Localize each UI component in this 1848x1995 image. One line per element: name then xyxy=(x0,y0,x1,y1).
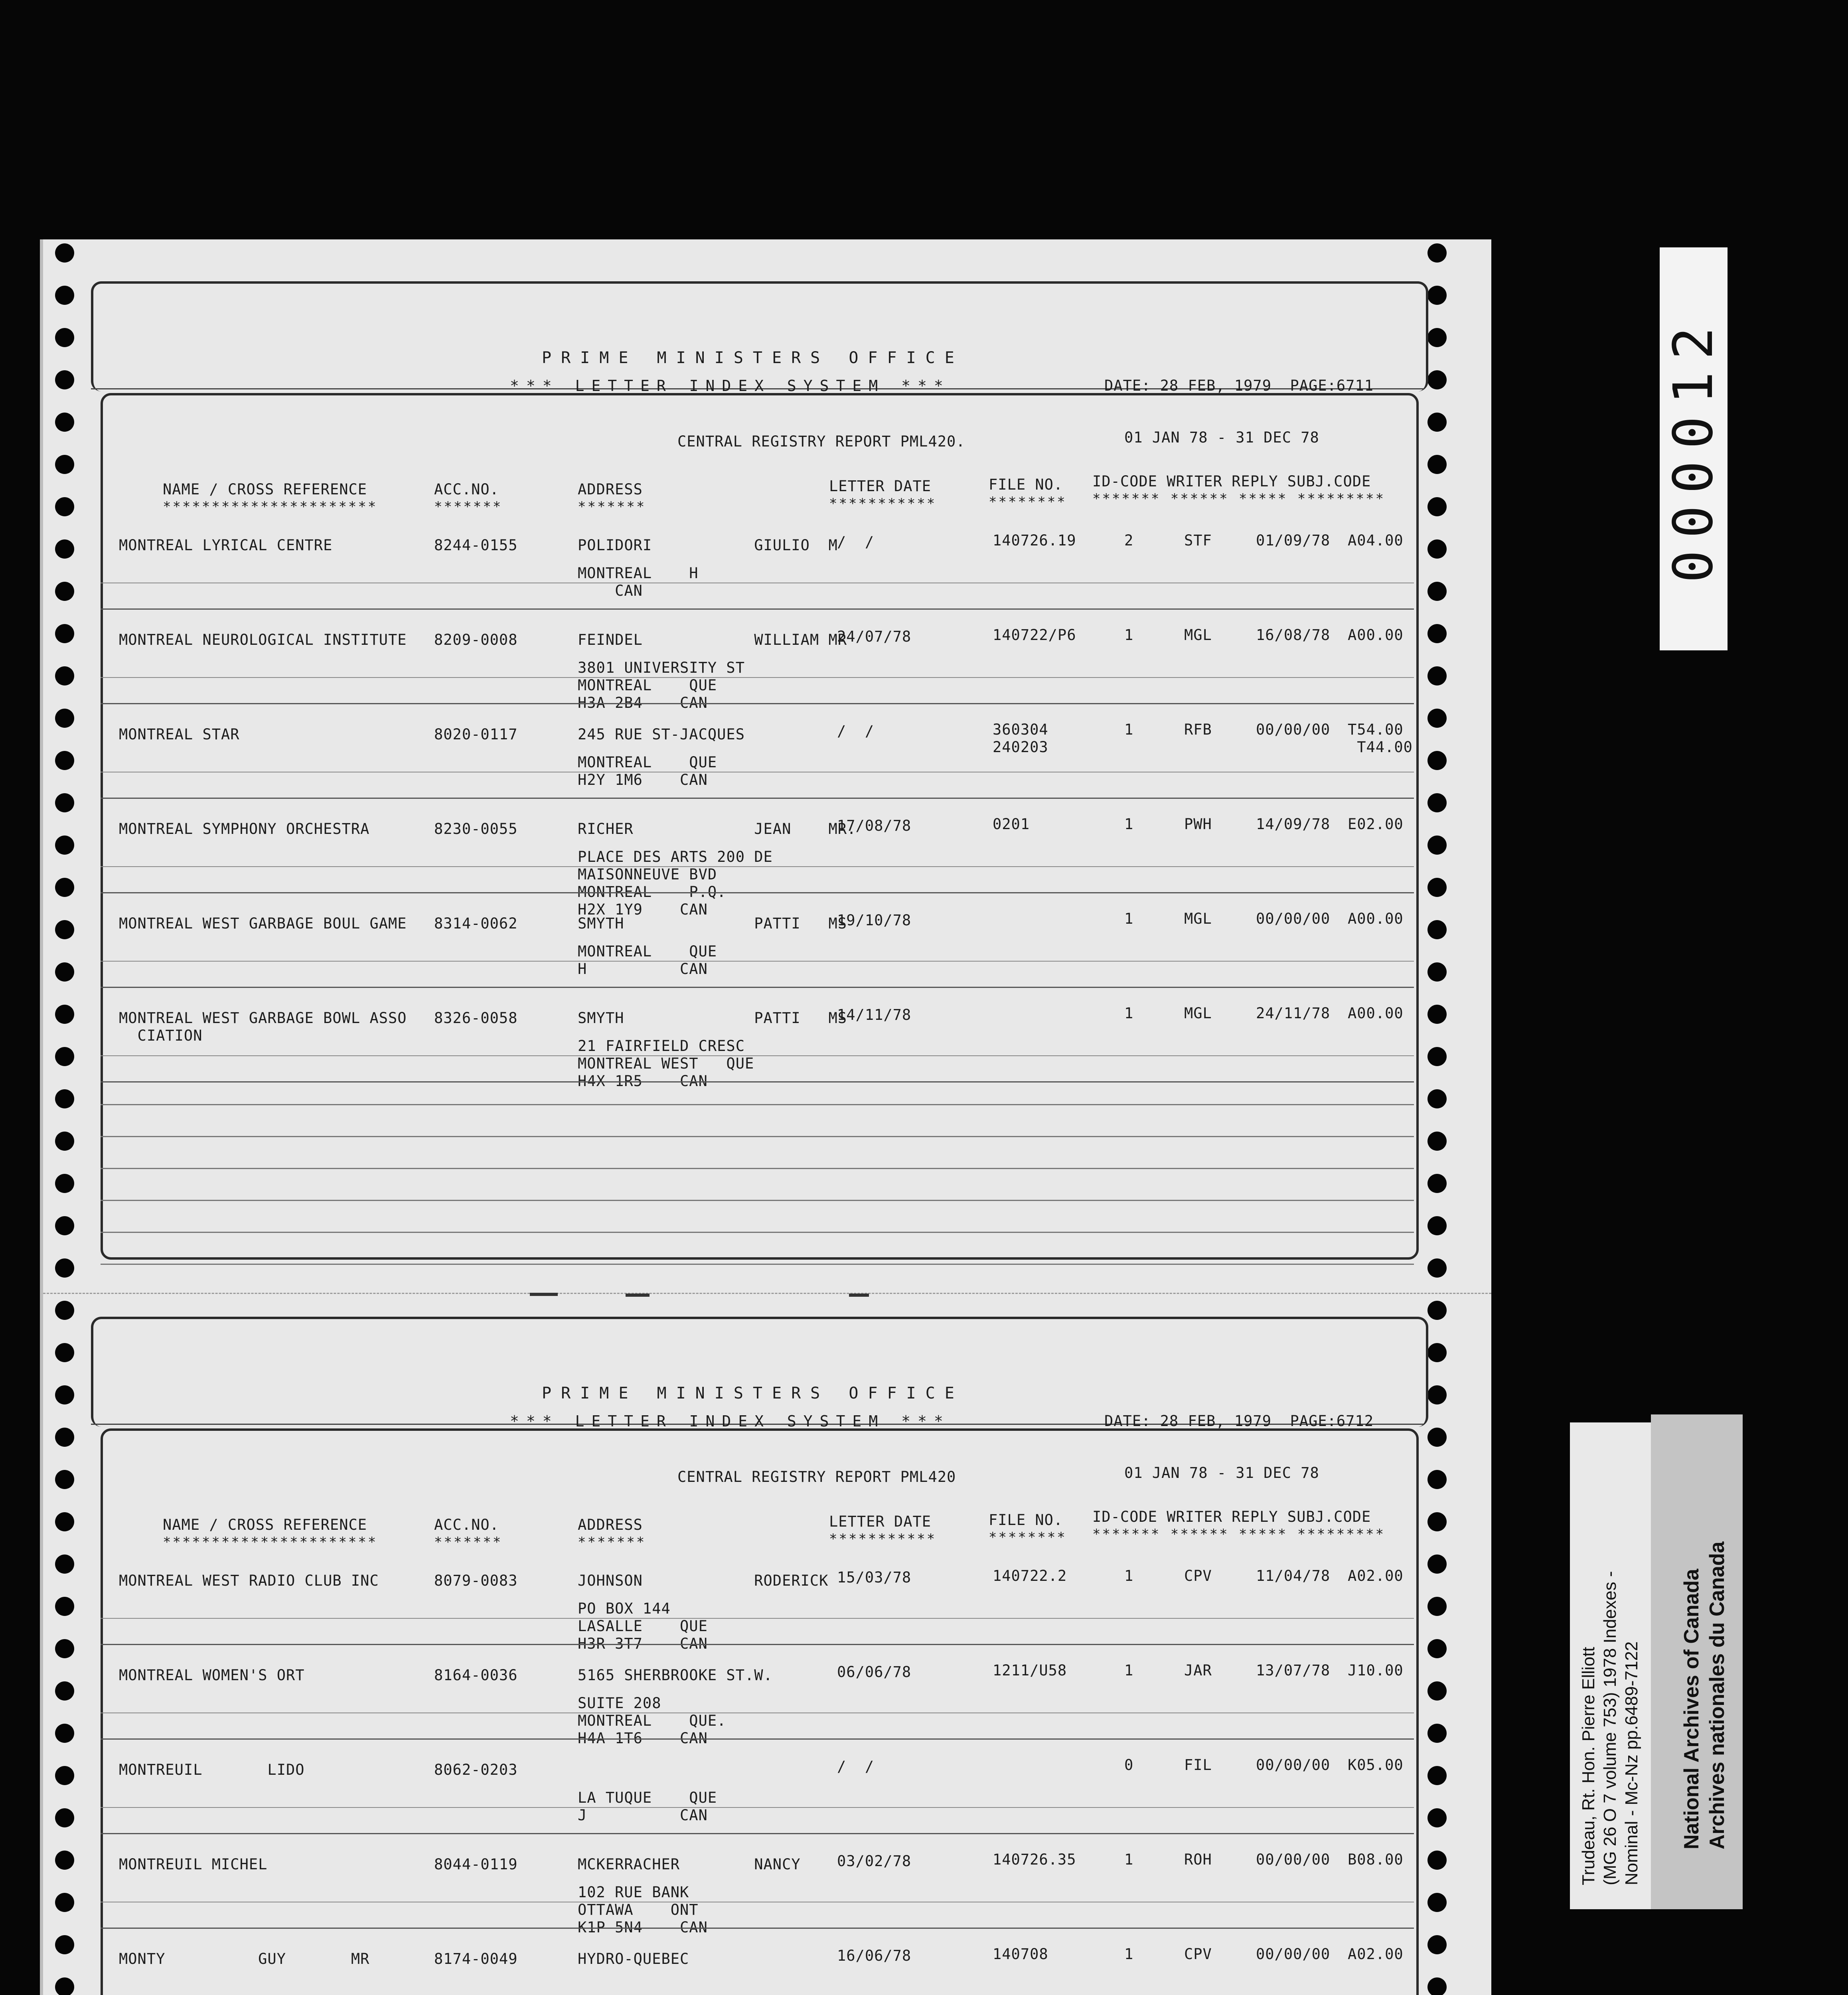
col-file-no-rule: ******** xyxy=(989,494,1067,510)
tractor-hole xyxy=(1427,793,1447,812)
entry-address-lines xyxy=(578,1978,801,1995)
tractor-hole xyxy=(1427,1555,1447,1574)
tractor-hole xyxy=(1427,497,1447,516)
entry-address: RICHER JEAN MR. xyxy=(578,820,857,838)
entry-letter-date: 06/06/78 xyxy=(837,1663,912,1681)
entry-writer: MGL xyxy=(1184,1005,1212,1022)
report-name: CENTRAL REGISTRY REPORT PML420. xyxy=(677,433,965,450)
tractor-hole xyxy=(1427,1808,1447,1827)
ruled-line xyxy=(101,961,1414,962)
entry-subj-code: A02.00 xyxy=(1348,1567,1404,1584)
tractor-hole xyxy=(55,1977,74,1995)
tractor-hole xyxy=(1427,836,1447,855)
entry-subj-code: A00.00 xyxy=(1348,910,1404,927)
tractor-hole xyxy=(1427,1935,1447,1954)
tractor-hole xyxy=(1427,962,1447,982)
tractor-hole xyxy=(55,1174,74,1193)
perforation-line xyxy=(43,1293,1491,1294)
entry-letter-date: / / xyxy=(837,723,875,740)
entry-id-code: 1 xyxy=(1124,1946,1134,1963)
ruled-line xyxy=(101,1168,1414,1169)
tractor-hole xyxy=(1427,243,1447,263)
tractor-hole xyxy=(1427,1639,1447,1658)
archives-text xyxy=(1679,1541,1730,1849)
entry-id-code: 0 xyxy=(1124,1756,1134,1774)
report-period: 01 JAN 78 - 31 DEC 78 xyxy=(1124,1464,1319,1481)
report-date-page: DATE: 28 FEB, 1979 PAGE:6712 xyxy=(1104,1412,1374,1430)
entry-name: MONTREAL LYRICAL CENTRE xyxy=(119,537,333,554)
entry-address: 5165 SHERBROOKE ST.W. xyxy=(578,1667,773,1684)
ruled-line xyxy=(101,1232,1414,1233)
tractor-hole xyxy=(1427,1766,1447,1785)
entry-id-code: 1 xyxy=(1124,626,1134,644)
tear-mark xyxy=(530,1293,558,1296)
entry-id-code: 1 xyxy=(1124,1851,1134,1868)
tractor-hole xyxy=(55,962,74,982)
entry-file-no: 140726.35 xyxy=(993,1851,1076,1868)
entry-letter-date: 03/02/78 xyxy=(837,1853,912,1870)
ruled-line xyxy=(101,866,1414,867)
printout-paper xyxy=(40,239,1491,1995)
entry-acc-no: 8020-0117 xyxy=(434,726,518,743)
entry-reply: 24/11/78 xyxy=(1256,1005,1331,1022)
entry-reply: 01/09/78 xyxy=(1256,532,1331,549)
report-date-page: DATE: 28 FEB, 1979 PAGE:6711 xyxy=(1104,377,1374,394)
tractor-hole xyxy=(55,1724,74,1743)
tractor-hole xyxy=(55,1132,74,1151)
tractor-hole xyxy=(55,1512,74,1531)
tractor-hole xyxy=(55,1851,74,1870)
entry-acc-no: 8174-0049 xyxy=(434,1950,518,1967)
ruled-line xyxy=(101,1104,1414,1105)
entry-reply: 14/09/78 xyxy=(1256,816,1331,833)
ruled-line xyxy=(101,1644,1414,1645)
entry-writer: MGL xyxy=(1184,626,1212,644)
system-title: *** LETTER INDEX SYSTEM *** xyxy=(510,377,950,395)
tractor-hole xyxy=(1427,1216,1447,1235)
office-title: PRIME MINISTERS OFFICE xyxy=(542,1384,964,1402)
tractor-hole xyxy=(1427,1301,1447,1320)
ruled-line xyxy=(101,1928,1414,1929)
entry-acc-no: 8062-0203 xyxy=(434,1761,518,1778)
tractor-hole xyxy=(55,497,74,516)
ruled-line xyxy=(101,1833,1414,1834)
col-name: NAME / CROSS REFERENCE xyxy=(163,481,367,498)
entry-acc-no: 8326-0058 xyxy=(434,1009,518,1027)
entry-reply: 00/00/00 xyxy=(1256,721,1331,738)
ruled-line xyxy=(101,1738,1414,1740)
entry-file-no: 140726.19 xyxy=(993,532,1076,549)
tractor-hole xyxy=(55,1935,74,1954)
tractor-hole xyxy=(55,539,74,559)
ruled-line xyxy=(101,892,1414,893)
tractor-holes-left xyxy=(55,239,79,1995)
reference-line: Trudeau, Rt. Hon. Pierre Elliott xyxy=(1579,1647,1598,1885)
entry-name: MONTREAL WEST RADIO CLUB INC xyxy=(119,1572,379,1589)
entry-subj-code: A04.00 xyxy=(1348,532,1404,549)
tractor-hole xyxy=(1427,751,1447,770)
tractor-hole xyxy=(1427,1385,1447,1404)
entry-address: SMYTH PATTI MS xyxy=(578,1009,847,1027)
tractor-hole xyxy=(1427,666,1447,685)
entry-id-code: 1 xyxy=(1124,721,1134,738)
report-page-2 xyxy=(91,1317,1424,1995)
report-period: 01 JAN 78 - 31 DEC 78 xyxy=(1124,429,1319,446)
tractor-hole xyxy=(55,1555,74,1574)
tear-mark xyxy=(626,1294,650,1297)
tractor-hole xyxy=(55,1385,74,1404)
archives-name-fr: Archives nationales du Canada xyxy=(1706,1541,1729,1849)
entry-letter-date: 24/07/78 xyxy=(837,628,912,645)
report-page-1 xyxy=(91,281,1424,1267)
col-letter-date: LETTER DATE xyxy=(829,1513,932,1530)
archives-name-en: National Archives of Canada xyxy=(1680,1568,1703,1849)
ruled-line xyxy=(101,1200,1414,1201)
entry-acc-no: 8044-0119 xyxy=(434,1856,518,1873)
col-codes: ID-CODE WRITER REPLY SUBJ.CODE xyxy=(1092,473,1371,490)
col-letter-date: LETTER DATE xyxy=(829,478,932,495)
reference-line: Nominal - Mc-Nz pp.6489-7122 xyxy=(1622,1641,1641,1885)
tractor-hole xyxy=(1427,1258,1447,1278)
entry-writer: CPV xyxy=(1184,1567,1212,1584)
entry-address: 245 RUE ST-JACQUES xyxy=(578,726,745,743)
entry-file-no: 140722/P6 xyxy=(993,626,1076,644)
tractor-hole xyxy=(1427,624,1447,643)
tractor-hole xyxy=(55,920,74,939)
ruled-line xyxy=(101,608,1414,610)
ruled-line xyxy=(101,1264,1414,1265)
entry-id-code: 2 xyxy=(1124,532,1134,549)
office-title: PRIME MINISTERS OFFICE xyxy=(542,349,964,367)
col-acc: ACC.NO. xyxy=(434,481,499,498)
col-name-rule: ********************** xyxy=(163,499,378,515)
tractor-hole xyxy=(55,1428,74,1447)
entry-acc-no: 8079-0083 xyxy=(434,1572,518,1589)
entry-reply: 00/00/00 xyxy=(1256,910,1331,927)
entry-reply: 00/00/00 xyxy=(1256,1946,1331,1963)
col-codes-rule: ******* ****** ***** ********* xyxy=(1092,1526,1386,1542)
entry-id-code: 1 xyxy=(1124,910,1134,927)
entry-reply: 00/00/00 xyxy=(1256,1851,1331,1868)
entry-writer: MGL xyxy=(1184,910,1212,927)
tractor-hole xyxy=(1427,1174,1447,1193)
col-letter-date-rule: *********** xyxy=(829,496,937,512)
tractor-hole xyxy=(55,624,74,643)
tractor-hole xyxy=(55,1089,74,1108)
entry-subj-code: T54.00 T44.00 xyxy=(1348,721,1413,756)
tractor-hole xyxy=(55,836,74,855)
entry-file-no: 140722.2 xyxy=(993,1567,1067,1584)
tractor-hole xyxy=(55,455,74,474)
entry-address: HYDRO-QUEBEC xyxy=(578,1950,689,1967)
tractor-hole xyxy=(1427,1470,1447,1489)
entry-address: JOHNSON RODERICK xyxy=(578,1572,829,1589)
col-file-no: FILE NO. xyxy=(989,476,1063,493)
entry-name: MONTREAL WEST GARBAGE BOUL GAME xyxy=(119,915,407,932)
entry-file-no: 0201 xyxy=(993,816,1030,833)
tractor-hole xyxy=(55,286,74,305)
entry-id-code: 1 xyxy=(1124,1005,1134,1022)
ruled-line xyxy=(101,677,1414,678)
entry-subj-code: A00.00 xyxy=(1348,1005,1404,1022)
reference-label xyxy=(1570,1422,1654,1909)
tractor-hole xyxy=(1427,1089,1447,1108)
entry-letter-date: / / xyxy=(837,533,875,551)
entry-name: MONTREUIL LIDO xyxy=(119,1761,305,1778)
entry-address-lines: 3801 UNIVERSITY ST MONTREAL QUE H3A 2B4 CAN xyxy=(578,659,745,711)
col-codes-rule: ******* ****** ***** ********* xyxy=(1092,491,1386,507)
entry-subj-code: K05.00 xyxy=(1348,1756,1404,1774)
tractor-hole xyxy=(55,413,74,432)
entry-acc-no: 8209-0008 xyxy=(434,631,518,648)
tractor-holes-right xyxy=(1427,239,1451,1995)
col-address: ADDRESS xyxy=(578,481,643,498)
entry-writer: FIL xyxy=(1184,1756,1212,1774)
entry-name: MONTREAL NEUROLOGICAL INSTITUTE xyxy=(119,631,407,648)
entry-name: MONTREAL STAR xyxy=(119,726,240,743)
tractor-hole xyxy=(55,1301,74,1320)
entry-address: FEINDEL WILLIAM MR xyxy=(578,631,847,648)
entry-writer: STF xyxy=(1184,532,1212,549)
entry-writer: JAR xyxy=(1184,1662,1212,1679)
col-name: NAME / CROSS REFERENCE xyxy=(163,1516,367,1533)
entry-letter-date: 17/08/78 xyxy=(837,817,912,834)
entry-file-no: 360304 240203 xyxy=(993,721,1048,756)
entry-acc-no: 8164-0036 xyxy=(434,1667,518,1684)
archive-stamp-number: 000012 xyxy=(1662,315,1725,583)
ruled-line xyxy=(101,1136,1414,1137)
entry-file-no: 1211/U58 xyxy=(993,1662,1067,1679)
entry-file-no: 140708 xyxy=(993,1946,1048,1963)
tractor-hole xyxy=(1427,455,1447,474)
ruled-line xyxy=(101,1618,1414,1619)
entry-address-lines: PLACE DES ARTS 200 DE MAISONNEUVE BVD MONTREAL P.Q. H2X 1Y9 CAN xyxy=(578,848,773,918)
entry-reply: 00/00/00 xyxy=(1256,1756,1331,1774)
tractor-hole xyxy=(55,243,74,263)
entry-address-lines: 21 FAIRFIELD CRESC MONTREAL WEST QUE H4X 1R5 CAN xyxy=(578,1037,754,1090)
entry-address-lines: PO BOX 144 LASALLE QUE H3R 3T7 CAN xyxy=(578,1600,708,1652)
tear-mark xyxy=(849,1294,869,1297)
entry-reply: 11/04/78 xyxy=(1256,1567,1331,1584)
tractor-hole xyxy=(1427,328,1447,347)
tractor-hole xyxy=(55,1216,74,1235)
tractor-hole xyxy=(55,370,74,389)
tractor-hole xyxy=(1427,1512,1447,1531)
entry-letter-date: 16/06/78 xyxy=(837,1947,912,1964)
tractor-hole xyxy=(55,793,74,812)
entry-address-lines: 102 RUE BANK OTTAWA ONT K1P 5N4 CAN xyxy=(578,1884,708,1936)
tractor-hole xyxy=(1427,286,1447,305)
tractor-hole xyxy=(55,878,74,897)
entry-acc-no: 8244-0155 xyxy=(434,537,518,554)
tractor-hole xyxy=(1427,878,1447,897)
ruled-line xyxy=(101,703,1414,704)
tractor-hole xyxy=(55,1597,74,1616)
tractor-hole xyxy=(1427,370,1447,389)
tractor-hole xyxy=(1427,1893,1447,1912)
archives-label xyxy=(1651,1414,1743,1909)
entry-name: MONTREAL WOMEN'S ORT xyxy=(119,1667,305,1684)
entry-reply: 13/07/78 xyxy=(1256,1662,1331,1679)
entry-address: POLIDORI GIULIO M xyxy=(578,537,838,554)
tractor-hole xyxy=(55,709,74,728)
report-name: CENTRAL REGISTRY REPORT PML420 xyxy=(677,1468,956,1485)
col-acc-rule: ******* xyxy=(434,499,503,515)
tractor-hole xyxy=(1427,920,1447,939)
tractor-hole xyxy=(55,1343,74,1362)
col-acc-rule: ******* xyxy=(434,1534,503,1550)
tractor-hole xyxy=(1427,1724,1447,1743)
tractor-hole xyxy=(1427,1597,1447,1616)
ruled-line xyxy=(101,987,1414,988)
entry-writer: CPV xyxy=(1184,1946,1212,1963)
entry-address-lines: MONTREAL QUE H CAN xyxy=(578,943,717,978)
tractor-hole xyxy=(1427,1047,1447,1066)
col-address: ADDRESS xyxy=(578,1516,643,1533)
tractor-hole xyxy=(55,666,74,685)
entry-subj-code: B08.00 xyxy=(1348,1851,1404,1868)
entry-letter-date: / / xyxy=(837,1758,875,1775)
entry-subj-code: J10.00 xyxy=(1348,1662,1404,1679)
ruled-line xyxy=(101,1807,1414,1808)
ruled-line xyxy=(101,1055,1414,1056)
tractor-hole xyxy=(1427,1977,1447,1995)
entry-id-code: 1 xyxy=(1124,1662,1134,1679)
entry-address-lines: LA TUQUE QUE J CAN xyxy=(578,1789,717,1824)
tractor-hole xyxy=(55,751,74,770)
tractor-hole xyxy=(55,1470,74,1489)
entry-address: SMYTH PATTI MS xyxy=(578,915,847,932)
entry-acc-no: 8230-0055 xyxy=(434,820,518,838)
tractor-hole xyxy=(1427,709,1447,728)
tractor-hole xyxy=(55,1766,74,1785)
tractor-hole xyxy=(55,1047,74,1066)
tractor-hole xyxy=(1427,1428,1447,1447)
tractor-hole xyxy=(1427,1681,1447,1701)
tractor-hole xyxy=(55,582,74,601)
tractor-hole xyxy=(55,1005,74,1024)
header-frame xyxy=(91,281,1428,391)
tractor-hole xyxy=(1427,1005,1447,1024)
entry-address: MCKERRACHER NANCY xyxy=(578,1856,801,1873)
tractor-hole xyxy=(55,1258,74,1278)
entry-subj-code: E02.00 xyxy=(1348,816,1404,833)
entry-address-lines: SUITE 208 MONTREAL QUE. H4A 1T6 CAN xyxy=(578,1695,727,1747)
col-acc: ACC.NO. xyxy=(434,1516,499,1533)
entry-subj-code: A00.00 xyxy=(1348,626,1404,644)
col-letter-date-rule: *********** xyxy=(829,1531,937,1547)
tractor-hole xyxy=(1427,1851,1447,1870)
entry-address-lines: MONTREAL H CAN xyxy=(578,565,699,599)
tractor-hole xyxy=(1427,1343,1447,1362)
tractor-hole xyxy=(1427,413,1447,432)
entry-name: MONTREAL SYMPHONY ORCHESTRA xyxy=(119,820,370,838)
col-file-no-rule: ******** xyxy=(989,1529,1067,1545)
entry-subj-code: A02.00 xyxy=(1348,1946,1404,1963)
reference-line: (MG 26 O 7 volume 753) 1978 Indexes - xyxy=(1600,1571,1620,1885)
tractor-hole xyxy=(55,1639,74,1658)
tractor-hole xyxy=(55,1808,74,1827)
ruled-line xyxy=(101,798,1414,799)
entry-letter-date: 14/11/78 xyxy=(837,1006,912,1023)
entry-writer: PWH xyxy=(1184,816,1212,833)
entry-name: MONTY GUY MR xyxy=(119,1950,370,1967)
header-frame xyxy=(91,1317,1428,1427)
col-file-no: FILE NO. xyxy=(989,1511,1063,1529)
entry-letter-date: 19/10/78 xyxy=(837,912,912,929)
ruled-line xyxy=(101,1081,1414,1082)
tractor-hole xyxy=(1427,1132,1447,1151)
entry-name: MONTREAL WEST GARBAGE BOWL ASSO CIATION xyxy=(119,1009,407,1044)
entry-reply: 16/08/78 xyxy=(1256,626,1331,644)
entry-address-lines: MONTREAL QUE H2Y 1M6 CAN xyxy=(578,754,717,788)
entry-name: MONTREUIL MICHEL xyxy=(119,1856,268,1873)
tractor-hole xyxy=(1427,539,1447,559)
tractor-hole xyxy=(55,1681,74,1701)
tractor-hole xyxy=(1427,582,1447,601)
tractor-hole xyxy=(55,1893,74,1912)
tractor-hole xyxy=(55,328,74,347)
entry-writer: ROH xyxy=(1184,1851,1212,1868)
entry-writer: RFB xyxy=(1184,721,1212,738)
col-codes: ID-CODE WRITER REPLY SUBJ.CODE xyxy=(1092,1508,1371,1525)
reference-text xyxy=(1578,1571,1643,1885)
entry-acc-no: 8314-0062 xyxy=(434,915,518,932)
col-name-rule: ********************** xyxy=(163,1534,378,1550)
entry-id-code: 1 xyxy=(1124,1567,1134,1584)
system-title: *** LETTER INDEX SYSTEM *** xyxy=(510,1412,950,1430)
col-address-rule: ******* xyxy=(578,1534,646,1550)
col-address-rule: ******* xyxy=(578,499,646,515)
entry-id-code: 1 xyxy=(1124,816,1134,833)
entry-letter-date: 15/03/78 xyxy=(837,1569,912,1586)
